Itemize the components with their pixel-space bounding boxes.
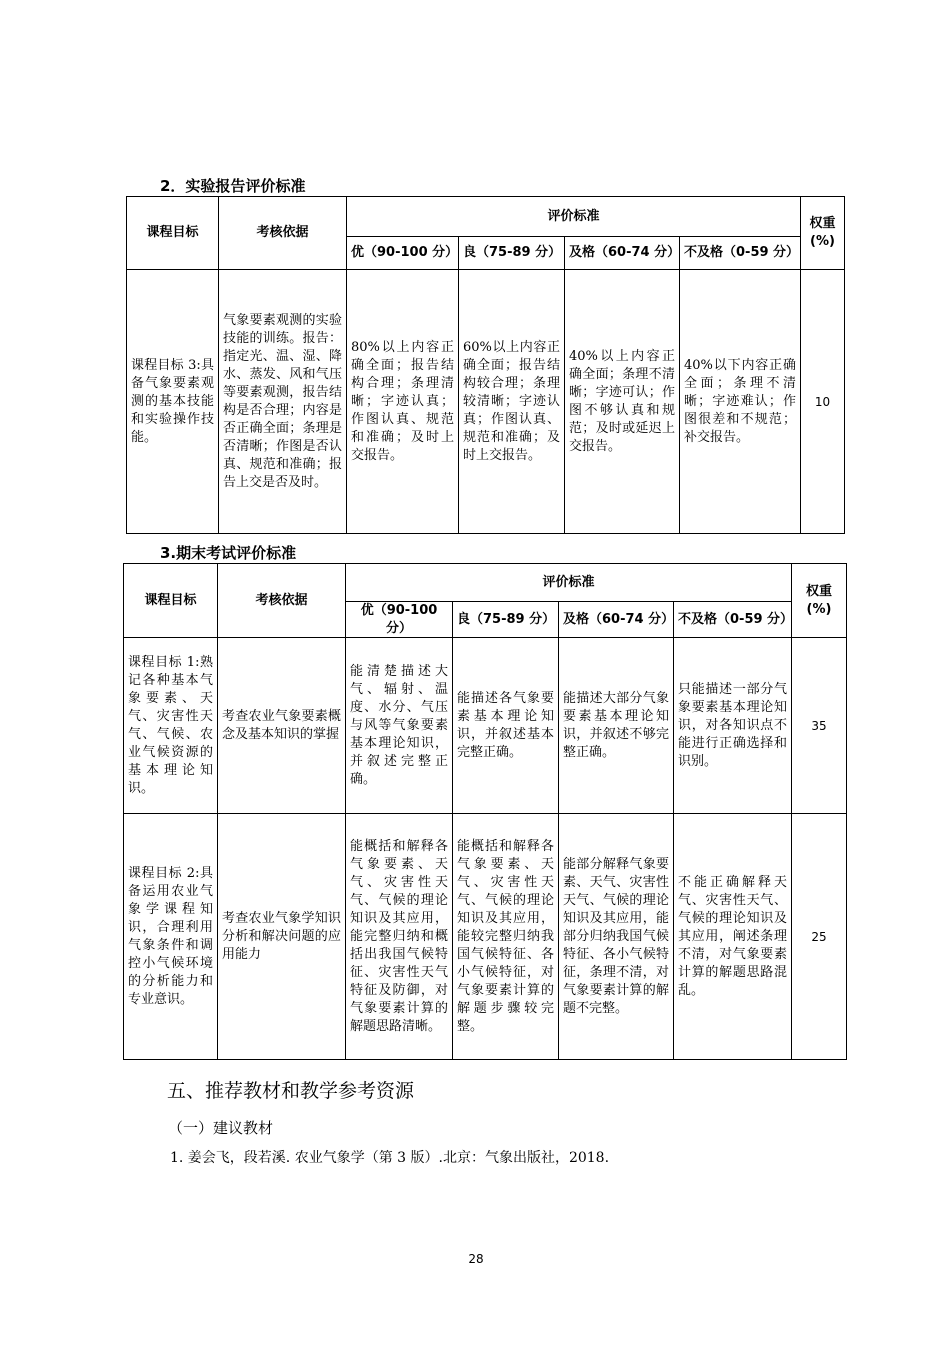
cell-goal: 课程目标 3:具备气象要素观测的基本技能和实验操作技能。 bbox=[127, 270, 219, 534]
cell-good: 能描述各气象要素基本理论知识，并叙述基本完整正确。 bbox=[453, 638, 559, 814]
header-level-excellent: 优（90-100 分） bbox=[347, 237, 459, 270]
cell-pass: 40%以上内容正确全面；条理不清晰；字迹可认；作图不够认真和规范；及时或延迟上交报告。 bbox=[565, 270, 680, 534]
cell-pass: 能描述大部分气象要素基本理论知识，并叙述不够完整正确。 bbox=[559, 638, 674, 814]
cell-fail: 不能正确解释天气、灾害性天气、气候的理论知识及其应用，阐述条理不清，对气象要素计算的解题思路混乱。 bbox=[674, 814, 792, 1060]
chapter-subheading: （一）建议教材 bbox=[168, 1119, 274, 1137]
cell-weight: 10 bbox=[801, 270, 845, 534]
header-level-fail: 不及格（0-59 分） bbox=[674, 602, 792, 638]
chapter-heading: 五、推荐教材和教学参考资源 bbox=[167, 1080, 415, 1102]
cell-basis: 气象要素观测的实验技能的训练。报告：指定光、温、湿、降水、蒸发、风和气压等要素观测，报告结构是否合理；内容是否正确全面；条理是否清晰；作图是否认真、规范和准确；报告上交是否及时。 bbox=[219, 270, 347, 534]
cell-weight: 35 bbox=[792, 638, 847, 814]
header-level-pass: 及格（60-74 分） bbox=[559, 602, 674, 638]
cell-goal: 课程目标 2:具备运用农业气象学课程知识，合理利用气象条件和调控小气候环境的分析能力和专业意识。 bbox=[124, 814, 218, 1060]
header-level-fail: 不及格（0-59 分） bbox=[680, 237, 801, 270]
header-basis: 考核依据 bbox=[218, 564, 346, 638]
cell-fail: 只能描述一部分气象要素基本理论知识，对各知识点不能进行正确选择和识别。 bbox=[674, 638, 792, 814]
cell-weight: 25 bbox=[792, 814, 847, 1060]
header-goal: 课程目标 bbox=[127, 197, 219, 270]
cell-excellent: 能概括和解释各气象要素、天气、灾害性天气、气候的理论知识及其应用，能完整归纳和概括出我国气候特征、灾害性天气特征及防御，对气象要素计算的解题思路清晰。 bbox=[346, 814, 453, 1060]
table-row bbox=[124, 814, 847, 1060]
header-level-pass: 及格（60-74 分） bbox=[565, 237, 680, 270]
cell-goal: 课程目标 1:熟记各种基本气象要素、天气、灾害性天气、气候、农业气候资源的基本理论知识。 bbox=[124, 638, 218, 814]
header-level-good: 良（75-89 分） bbox=[453, 602, 559, 638]
final-exam-criteria-table bbox=[123, 563, 847, 1060]
lab-report-criteria-table bbox=[126, 196, 845, 534]
header-basis: 考核依据 bbox=[219, 197, 347, 270]
header-goal: 课程目标 bbox=[124, 564, 218, 638]
header-level-excellent: 优（90-100 分） bbox=[346, 602, 453, 638]
section2-title: 2．实验报告评价标准 bbox=[160, 177, 306, 195]
header-weight: 权重(%) bbox=[801, 197, 845, 270]
cell-good: 能概括和解释各气象要素、天气、灾害性天气、气候的理论知识及其应用，能较完整归纳我国气候特征、各小气候特征，对气象要素计算的解题步骤较完整。 bbox=[453, 814, 559, 1060]
reference-item: 1. 姜会飞，段若溪. 农业气象学（第 3 版）.北京：气象出版社，2018. bbox=[170, 1150, 610, 1166]
table-row bbox=[124, 638, 847, 814]
header-weight: 权重(%) bbox=[792, 564, 847, 638]
cell-fail: 40%以下内容正确全面；条理不清晰；字迹难认；作图很差和不规范；补交报告。 bbox=[680, 270, 801, 534]
table-row bbox=[127, 270, 845, 534]
page-number: 28 bbox=[468, 1252, 484, 1266]
cell-pass: 能部分解释气象要素、天气、灾害性天气、气候的理论知识及其应用，能部分归纳我国气候特征、各小气候特征，条理不清，对气象要素计算的解题不完整。 bbox=[559, 814, 674, 1060]
cell-excellent: 80%以上内容正确全面；报告结构合理；条理清晰；字迹认真；作图认真、规范和准确；及时上交报告。 bbox=[347, 270, 459, 534]
cell-good: 60%以上内容正确全面；报告结构较合理；条理较清晰；字迹认真；作图认真、规范和准确；及时上交报告。 bbox=[459, 270, 565, 534]
header-level-good: 良（75-89 分） bbox=[459, 237, 565, 270]
cell-excellent: 能清楚描述大气、辐射、温度、水分、气压与风等气象要素基本理论知识，并叙述完整正确。 bbox=[346, 638, 453, 814]
cell-basis: 考查农业气象学知识分析和解决问题的应用能力 bbox=[218, 814, 346, 1060]
cell-basis: 考查农业气象要素概念及基本知识的掌握 bbox=[218, 638, 346, 814]
header-criteria: 评价标准 bbox=[346, 564, 792, 602]
header-criteria: 评价标准 bbox=[347, 197, 801, 237]
section3-title: 3.期末考试评价标准 bbox=[160, 544, 297, 562]
